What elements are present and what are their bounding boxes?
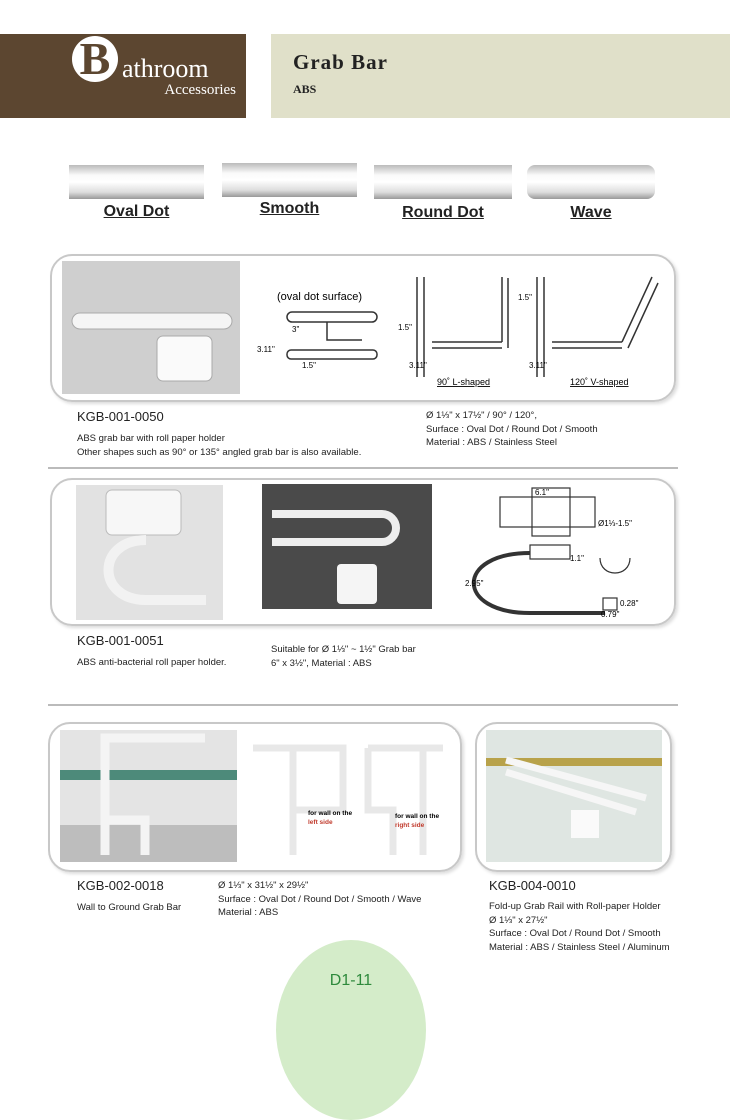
dim-label: 1.5"	[398, 323, 412, 332]
surface-label: Oval Dot	[103, 203, 170, 220]
title-box	[271, 34, 730, 118]
dim-label: 2.95"	[465, 579, 484, 588]
product-specs: Suitable for Ø 1⅓" ~ 1½" Grab bar 6" x 3½", Material : ABS	[271, 644, 416, 669]
surface-label: Wave	[570, 204, 612, 221]
dim-label: 1.5"	[302, 361, 316, 370]
product-photo	[76, 485, 223, 620]
product-description: ABS grab bar with roll paper holder Other shapes such as 90° or 135° angled grab bar is also available.	[77, 433, 362, 458]
dim-label: 0.79"	[601, 610, 620, 618]
product-code: KGB-004-0010	[489, 878, 576, 893]
brand-logo	[0, 34, 246, 118]
dim-label: 3"	[292, 325, 300, 334]
photo-label: for wall on the	[308, 810, 353, 817]
surface-smooth-sample	[222, 163, 357, 197]
photo-label: for wall on the	[395, 813, 440, 820]
v-shaped-label: 120˚ V-shaped	[570, 377, 629, 387]
dim-label: 3.11"	[529, 361, 547, 370]
dim-label: 6.1"	[535, 488, 549, 497]
brand-initial: B	[72, 36, 118, 82]
surface-label: Round Dot	[402, 204, 484, 221]
page-number: D1-11	[329, 972, 373, 989]
page-title: Grab Bar	[293, 50, 388, 74]
page-badge	[276, 940, 426, 1120]
product-photo	[62, 261, 240, 394]
dim-label: 0.28"	[620, 599, 639, 608]
surface-wave-sample	[527, 165, 655, 199]
product-description: Fold-up Grab Rail with Roll-paper Holder Ø 1⅓" x 27½" Surface : Oval Dot / Round Dot / Smooth Material : ABS / Stainless Steel / Aluminum	[489, 901, 670, 953]
product-code: KGB-001-0051	[77, 633, 164, 648]
product-photo	[60, 730, 237, 862]
dim-label: Ø1⅓-1.5"	[598, 519, 632, 528]
divider	[48, 704, 678, 706]
dim-label: 1.1"	[570, 554, 584, 563]
product-photo	[262, 484, 432, 609]
surface-oval-dot-sample	[69, 165, 204, 199]
product-diagram	[252, 262, 672, 394]
brand-word: athroom	[122, 54, 209, 83]
product-photo	[486, 730, 662, 862]
dim-label: 3.11"	[257, 345, 275, 354]
l-shaped-label: 90˚ L-shaped	[437, 377, 491, 387]
product-description: ABS anti-bacterial roll paper holder.	[77, 657, 227, 668]
product-code: KGB-002-0018	[77, 878, 164, 893]
dim-label: 3.11"	[409, 361, 427, 370]
product-diagram	[455, 483, 670, 618]
brand-sub: Accessories	[164, 82, 236, 98]
photo-label: left side	[308, 819, 333, 826]
product-description: Wall to Ground Grab Bar	[77, 902, 182, 913]
product-specs: Ø 1⅓" x 31½" x 29½" Surface : Oval Dot / Round Dot / Smooth / Wave Material : ABS	[218, 880, 422, 918]
dim-label: 1.5"	[518, 293, 532, 302]
surface-label: Smooth	[259, 200, 320, 217]
divider	[48, 467, 678, 469]
product-code: KGB-001-0050	[77, 409, 164, 424]
surface-round-dot-sample	[374, 165, 512, 199]
page-subtitle: ABS	[293, 82, 317, 96]
product-specs: Ø 1⅓" x 17½" / 90° / 120°, Surface : Oval Dot / Round Dot / Smooth Material : ABS / Stainless Steel	[426, 410, 598, 448]
photo-label: right side	[395, 822, 425, 829]
diagram-note: (oval dot surface)	[277, 291, 362, 303]
product-photo	[238, 730, 455, 862]
